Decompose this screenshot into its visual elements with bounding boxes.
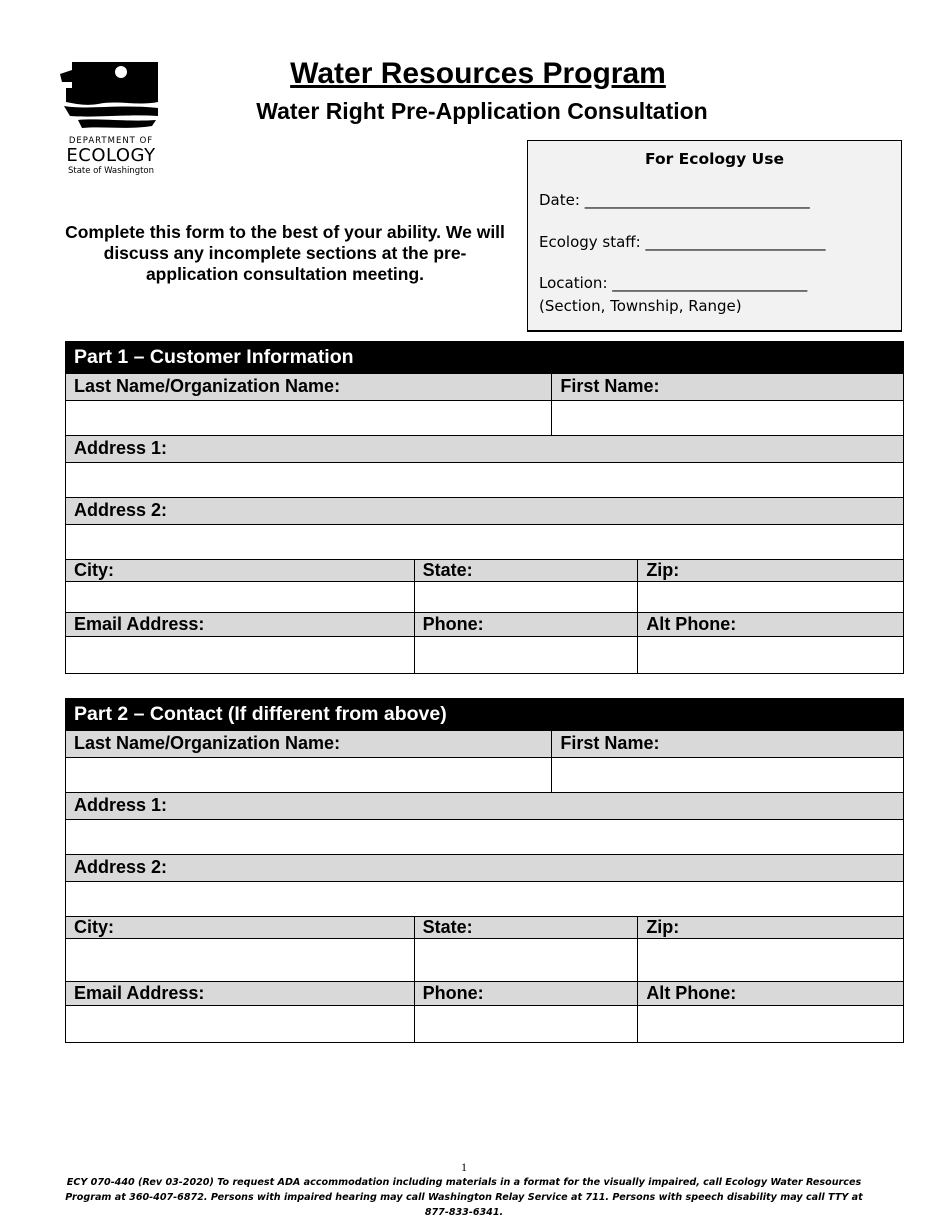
part1-alt-phone-label: Alt Phone: [646,614,737,634]
part2-city-labels [65,917,904,939]
part2-address1-label: Address 1: [74,795,168,815]
logo-state-text: State of Washington [67,166,155,176]
ecology-location-note: (Section, Township, Range) [539,297,742,315]
part2-address1-label-row [65,793,904,820]
part1-address1-label-row [65,436,904,463]
part2-email-input[interactable] [66,1006,415,1042]
part1-email-input[interactable] [66,637,415,673]
part2-zip-input[interactable] [638,939,903,981]
part1-last-name-label: Last Name/Organization Name: [66,374,552,400]
part2-last-name-input[interactable] [66,758,552,792]
part1-contact-labels [65,613,904,637]
page-title: Water Resources Program [290,57,666,90]
ecology-date-label: Date: [539,191,580,209]
part2-name-inputs [65,758,904,793]
part1-city-label: City: [66,560,415,581]
part2-first-name-input[interactable] [552,758,903,792]
part2-address1-input[interactable] [65,820,904,855]
part1-address2-input[interactable] [65,525,904,560]
part2-name-labels [65,731,904,758]
part2-address2-label-row [65,855,904,882]
part1-last-name-input[interactable] [66,401,552,435]
part2-email-label: Email Address: [66,982,415,1005]
ecology-location-line: __________________________ [612,274,808,292]
logo-department-text: DEPARTMENT OF [68,136,154,146]
ecology-date-field[interactable] [539,191,810,209]
part2-city-input[interactable] [66,939,415,981]
part2-state-input[interactable] [415,939,639,981]
part2-phone-input[interactable] [415,1006,639,1042]
part1-customer-information [65,341,904,674]
part2-alt-phone-input[interactable] [638,1006,903,1042]
part2-city-label: City: [66,917,415,938]
part1-address1-label: Address 1: [74,438,168,458]
part1-heading: Part 1 – Customer Information [65,341,904,374]
ecology-location-label: Location: [539,274,608,292]
part2-zip-label: Zip: [646,917,680,937]
part2-contact-inputs [65,1006,904,1043]
logo-agency-text: ECOLOGY [66,145,156,166]
part1-address2-label: Address 2: [74,500,168,520]
part2-city-inputs [65,939,904,982]
part1-address1-input[interactable] [65,463,904,498]
part2-state-label: State: [415,917,639,938]
ecology-staff-line: ________________________ [645,233,826,251]
part1-phone-label: Phone: [415,613,639,636]
part1-zip-label: Zip: [646,560,680,580]
ecology-use-box [527,140,902,332]
part1-state-input[interactable] [415,582,639,612]
part2-heading: Part 2 – Contact (If different from above) [65,698,904,731]
part1-contact-inputs [65,637,904,674]
part1-name-labels [65,374,904,401]
part2-phone-label: Phone: [415,982,639,1005]
part1-city-inputs [65,582,904,613]
ecology-staff-field[interactable] [539,233,825,251]
page-subtitle: Water Right Pre-Application Consultation [256,98,708,124]
part1-first-name-label: First Name: [560,376,660,396]
part1-address2-label-row [65,498,904,525]
footer-notice: ECY 070-440 (Rev 03-2020) To request ADA accommodation including materials in a format for the visually impaired, call Ecology Water Resources Program at 360-407-6872. Persons with impaired hearing may call Washington Relay Service at 711. Persons with speech disability may call TTY at 877-833-6341. [65,1177,863,1218]
part1-phone-input[interactable] [415,637,639,673]
part2-address2-input[interactable] [65,882,904,917]
part2-alt-phone-label: Alt Phone: [646,983,737,1003]
part1-email-label: Email Address: [66,613,415,636]
part2-contact-labels [65,982,904,1006]
part1-name-inputs [65,401,904,436]
ecology-date-line: ______________________________ [584,191,810,209]
page-number: 1 [461,1160,467,1174]
part2-last-name-label: Last Name/Organization Name: [66,731,552,757]
part2-first-name-label: First Name: [560,733,660,753]
ecology-staff-label: Ecology staff: [539,233,641,251]
ecology-use-title: For Ecology Use [645,150,784,168]
form-instructions: Complete this form to the best of your ability. We will discuss any incomplete sections at the pre-application consultation meeting. [65,222,505,284]
part1-zip-input[interactable] [638,582,903,612]
part1-first-name-input[interactable] [552,401,903,435]
ecology-location-field[interactable] [539,274,807,292]
part1-city-input[interactable] [66,582,415,612]
part1-city-labels [65,560,904,582]
part2-contact [65,698,904,1043]
part2-address2-label: Address 2: [74,857,168,877]
part1-state-label: State: [415,560,639,581]
part1-alt-phone-input[interactable] [638,637,903,673]
